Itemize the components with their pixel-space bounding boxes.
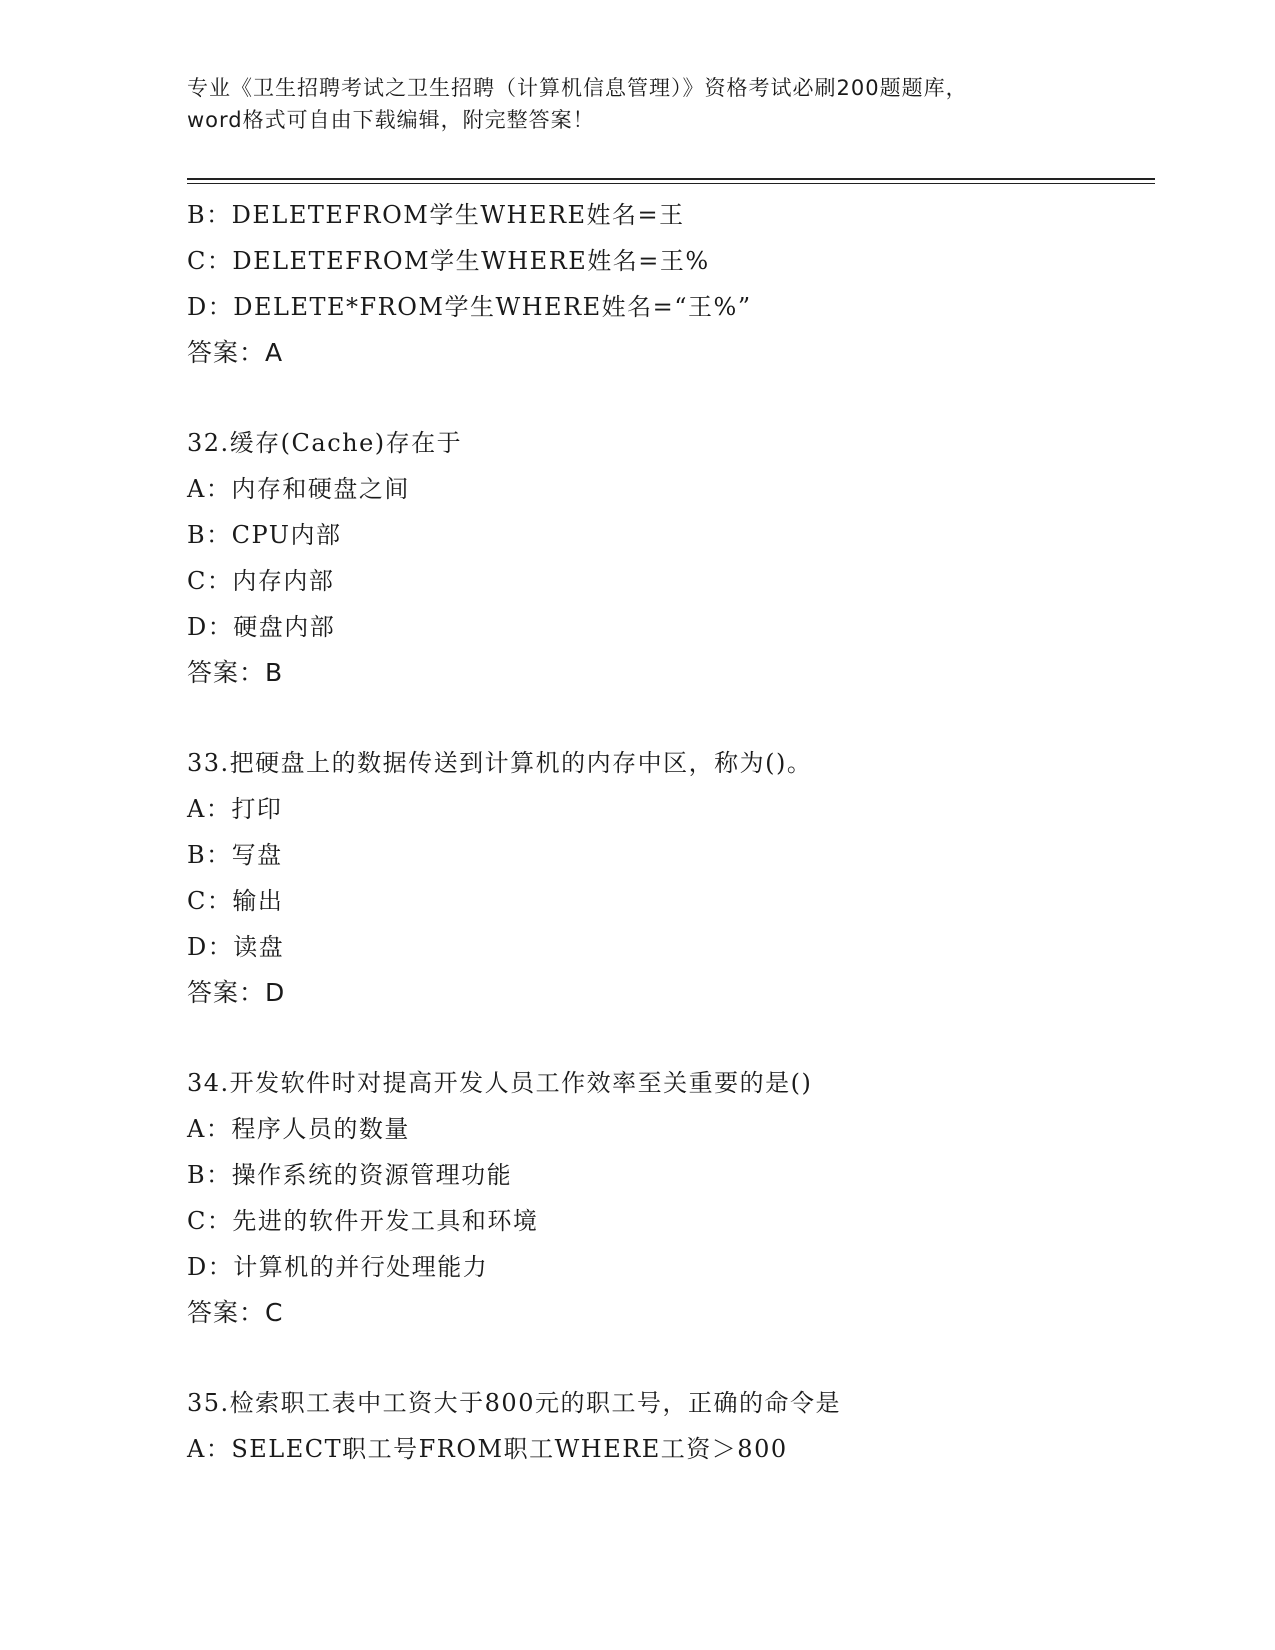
- question-stem: 34.开发软件时对提高开发人员工作效率至关重要的是(): [187, 1069, 813, 1097]
- header-divider-thin: [187, 183, 1155, 184]
- answer-label: 答案：A: [187, 338, 284, 367]
- option-c: C：输出: [187, 887, 284, 915]
- question-32: [187, 420, 1167, 696]
- question-stem: 33.把硬盘上的数据传送到计算机的内存中区，称为()。: [187, 749, 813, 777]
- option-d: D：读盘: [187, 933, 285, 961]
- option-c: C：内存内部: [187, 567, 335, 595]
- spacer: [187, 1336, 1167, 1380]
- option-c: C：DELETEFROM学生WHERE姓名=王%: [187, 247, 710, 275]
- spacer: [187, 376, 1167, 420]
- question-35: [187, 1380, 1167, 1472]
- question-stem: 32.缓存(Cache)存在于: [187, 429, 463, 457]
- spacer: [187, 696, 1167, 740]
- question-33: [187, 740, 1167, 1016]
- option-a: A：SELECT职工号FROM职工WHERE工资＞800: [187, 1435, 788, 1463]
- question-list: [187, 192, 1167, 1472]
- answer-label: 答案：C: [187, 1298, 284, 1327]
- option-d: D：DELETE*FROM学生WHERE姓名=“王%”: [187, 293, 752, 321]
- option-a: A：打印: [187, 795, 283, 823]
- document-header: [187, 72, 1087, 136]
- question-31-continued: [187, 192, 1167, 376]
- option-c: C：先进的软件开发工具和环境: [187, 1207, 539, 1235]
- option-b: B：操作系统的资源管理功能: [187, 1161, 513, 1189]
- option-d: D：硬盘内部: [187, 613, 336, 641]
- option-b: B：写盘: [187, 841, 283, 869]
- header-title-line: 专业《卫生招聘考试之卫生招聘（计算机信息管理）》资格考试必刷200题题库，: [187, 76, 968, 100]
- spacer: [187, 1016, 1167, 1060]
- option-b: B：DELETEFROM学生WHERE姓名=王: [187, 201, 685, 229]
- option-a: A：内存和硬盘之间: [187, 475, 410, 503]
- option-d: D：计算机的并行处理能力: [187, 1253, 489, 1281]
- header-subtitle-line: word格式可自由下载编辑，附完整答案！: [187, 108, 595, 132]
- header-divider-thick: [187, 178, 1155, 180]
- answer-label: 答案：B: [187, 658, 284, 687]
- option-a: A：程序人员的数量: [187, 1115, 410, 1143]
- question-34: [187, 1060, 1167, 1336]
- answer-label: 答案：D: [187, 978, 286, 1007]
- question-stem: 35.检索职工表中工资大于800元的职工号，正确的命令是: [187, 1389, 841, 1417]
- option-b: B：CPU内部: [187, 521, 342, 549]
